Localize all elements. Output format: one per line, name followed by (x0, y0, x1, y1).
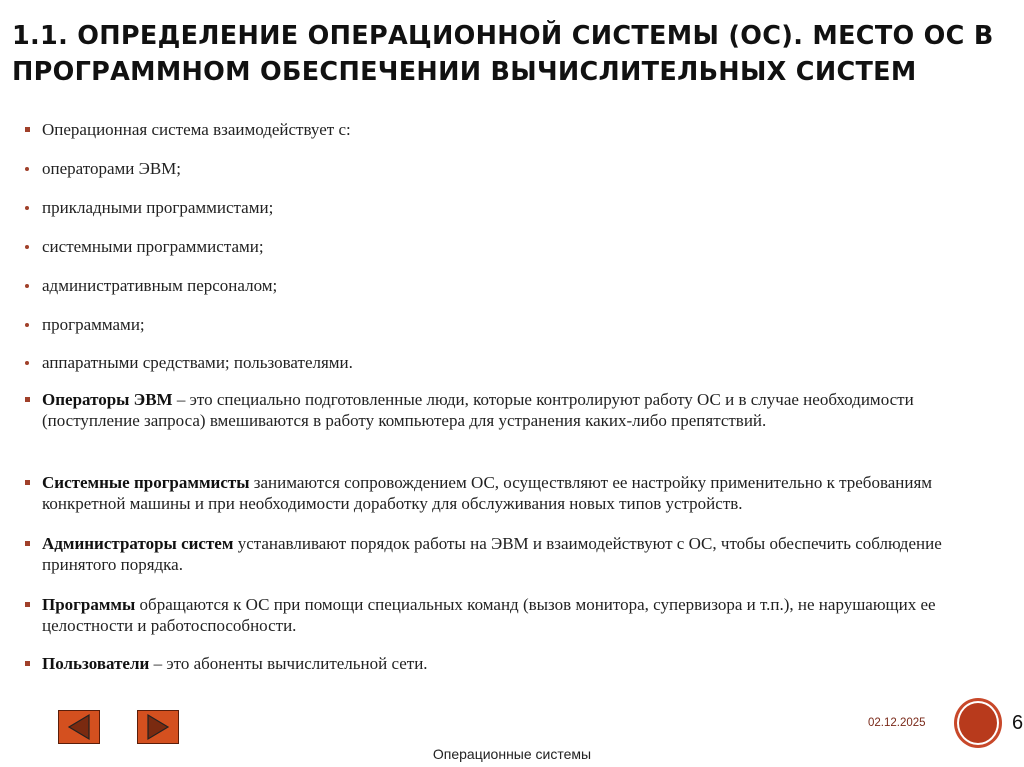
item-text: – это абоненты вычислительной сети. (149, 654, 428, 673)
triangle-right-icon (144, 713, 172, 741)
list-item (42, 472, 992, 514)
item-text: программами; (42, 315, 145, 334)
list-item (42, 389, 992, 431)
dot-bullet-icon (25, 284, 29, 288)
item-term: Программы (42, 595, 136, 614)
item-text: Операционная система взаимодействует с: (42, 120, 351, 139)
square-bullet-icon (25, 480, 30, 485)
item-text: устанавливают порядок работы на ЭВМ и взаимодействуют с ОС, чтобы обеспечить соблюдение принятого порядка. (42, 534, 942, 574)
list-item (42, 533, 992, 575)
dot-bullet-icon (25, 167, 29, 171)
square-bullet-icon (25, 602, 30, 607)
previous-slide-button[interactable] (58, 710, 100, 744)
list-item (42, 197, 992, 218)
list-item (42, 314, 992, 335)
square-bullet-icon (25, 127, 30, 132)
square-bullet-icon (25, 661, 30, 666)
list-item (42, 352, 992, 373)
item-term: Администраторы систем (42, 534, 234, 553)
footer-caption: Операционные системы (432, 746, 592, 762)
dot-bullet-icon (25, 361, 29, 365)
list-item (42, 594, 992, 636)
dot-bullet-icon (25, 245, 29, 249)
slide-date: 02.12.2025 (868, 717, 926, 729)
square-bullet-icon (25, 541, 30, 546)
item-text: административным персоналом; (42, 276, 278, 295)
list-item (42, 119, 992, 140)
item-text: обращаются к ОС при помощи специальных команд (вызов монитора, супервизора и т.п.), не нарушающих ее целостности и работоспособности. (42, 595, 936, 635)
item-term: Операторы ЭВМ (42, 390, 173, 409)
item-term: Системные программисты (42, 473, 250, 492)
list-item (42, 653, 992, 674)
list-item (42, 158, 992, 179)
triangle-left-icon (65, 713, 93, 741)
item-term: Пользователи (42, 654, 150, 673)
list-item (42, 236, 992, 257)
item-text: операторами ЭВМ; (42, 159, 182, 178)
next-slide-button[interactable] (137, 710, 179, 744)
item-text: занимаются сопровождением ОС, осуществляют ее настройку применительно к требованиям конкретной машины и при необходимости доработку для обслуживания новых типов устройств. (42, 473, 933, 513)
square-bullet-icon (25, 397, 30, 402)
slide-number: 6 (1012, 712, 1024, 734)
item-text: аппаратными средствами; пользователями. (42, 353, 353, 372)
item-text: – это специально подготовленные люди, которые контролируют работу ОС и в случае необходимости (поступление запроса) вмешиваются в работу компьютера для устранения каких-либо препятствий. (42, 390, 914, 430)
dot-bullet-icon (25, 206, 29, 210)
dot-bullet-icon (25, 323, 29, 327)
item-text: системными программистами; (42, 237, 264, 256)
list-item (42, 275, 992, 296)
slide-number-badge (957, 701, 999, 745)
item-text: прикладными программистами; (42, 198, 274, 217)
slide-title: 1.1. ОПРЕДЕЛЕНИЕ ОПЕРАЦИОННОЙ СИСТЕМЫ (ОС). МЕСТО ОС В ПРОГРАММНОМ ОБЕСПЕЧЕНИИ ВЫЧИСЛИТЕЛЬНЫХ СИСТЕМ (12, 21, 994, 87)
